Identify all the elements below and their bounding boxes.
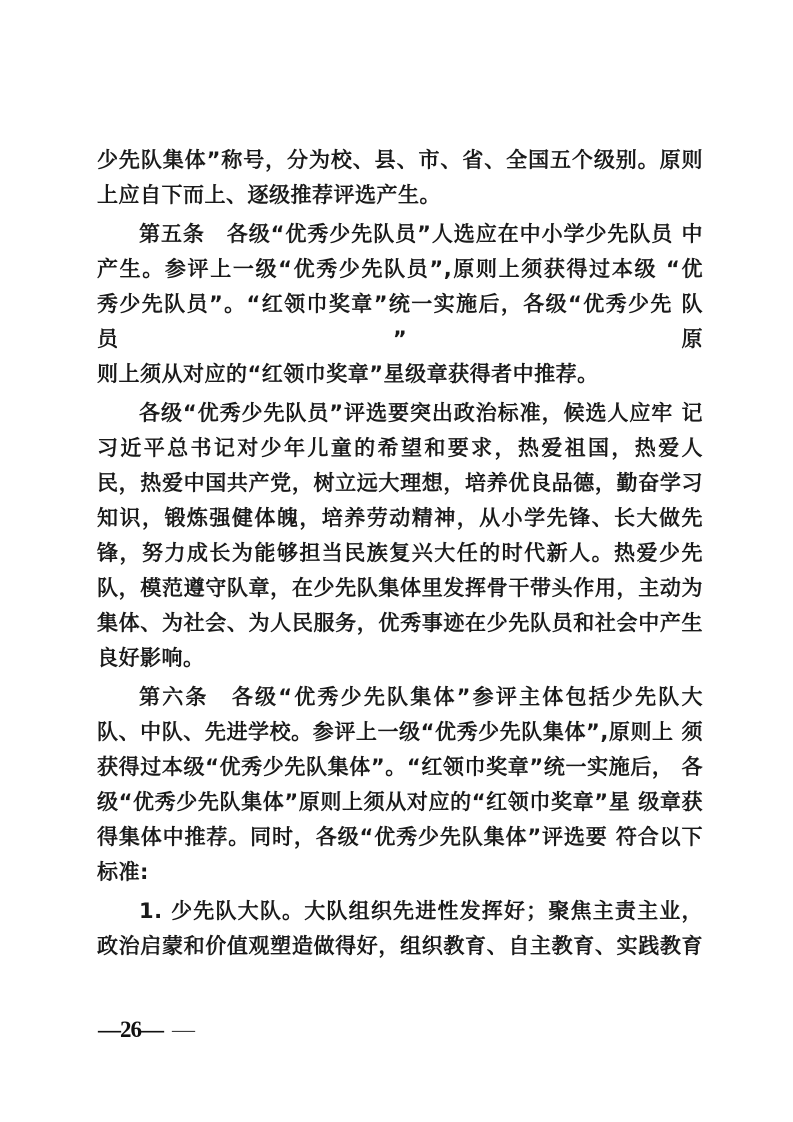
text-line: 第六条 各级“优秀少先队集体”参评主体包括少先队大	[139, 685, 703, 709]
text-line: 政治启蒙和价值观塑造做得好，组织教育、自主教育、实践教育	[97, 934, 703, 958]
paragraph	[97, 217, 703, 392]
text-body	[97, 143, 703, 964]
paragraph	[97, 143, 703, 213]
page-footer	[98, 1016, 195, 1044]
text-line: 锋，努力成长为能够担当民族复兴大任的时代新人。热爱少先	[97, 541, 703, 565]
text-line: 队，模范遵守队章，在少先队集体里发挥骨干带头作用，主动为	[97, 576, 703, 600]
text-line: 1. 少先队大队。大队组织先进性发挥好；聚焦主责主业，	[139, 899, 703, 923]
text-line: 秀少先队员”。“红领巾奖章”统一实施后，各级“优秀少先 队员”原	[97, 292, 703, 351]
text-line: 少先队集体”称号，分为校、县、市、省、全国五个级别。原则	[97, 148, 703, 172]
paragraph	[97, 894, 703, 964]
text-line: 良好影响。	[97, 646, 205, 670]
text-line: 习近平总书记对少年儿童的希望和要求，热爱祖国，热爱人	[97, 436, 703, 460]
text-line: 得集体中推荐。同时，各级“优秀少先队集体”评选要 符合以下	[97, 825, 703, 849]
text-line: 集体、为社会、为人民服务，优秀事迹在少先队员和社会中产生	[97, 611, 703, 635]
paragraph	[97, 396, 703, 676]
text-line: 民，热爱中国共产党，树立远大理想，培养优良品德，勤奋学习	[97, 471, 703, 495]
page-number: —26—	[98, 1017, 163, 1042]
text-line: 产生。参评上一级“优秀少先队员”,原则上须获得过本级 “优	[97, 257, 703, 281]
text-line: 标准:	[97, 860, 149, 884]
text-line: 各级“优秀少先队员”评选要突出政治标准，候选人应牢 记	[139, 401, 703, 425]
text-line: 知识，锻炼强健体魄，培养劳动精神，从小学先锋、长大做先	[97, 506, 703, 530]
paragraph	[97, 680, 703, 890]
text-line: 级“优秀少先队集体”原则上须从对应的“红领巾奖章”星 级章获	[97, 790, 703, 814]
text-line: 第五条 各级“优秀少先队员”人选应在中小学少先队员 中	[139, 222, 703, 246]
text-line: 队、中队、先进学校。参评上一级“优秀少先队集体”,原则上 须	[97, 720, 703, 744]
text-line: 获得过本级“优秀少先队集体”。“红领巾奖章”统一实施后， 各	[97, 755, 703, 779]
text-line: 上应自下而上、逐级推荐评选产生。	[97, 183, 441, 207]
text-line: 则上须从对应的“红领巾奖章”星级章获得者中推荐。	[97, 362, 599, 386]
footer-dash: —	[172, 1017, 195, 1042]
